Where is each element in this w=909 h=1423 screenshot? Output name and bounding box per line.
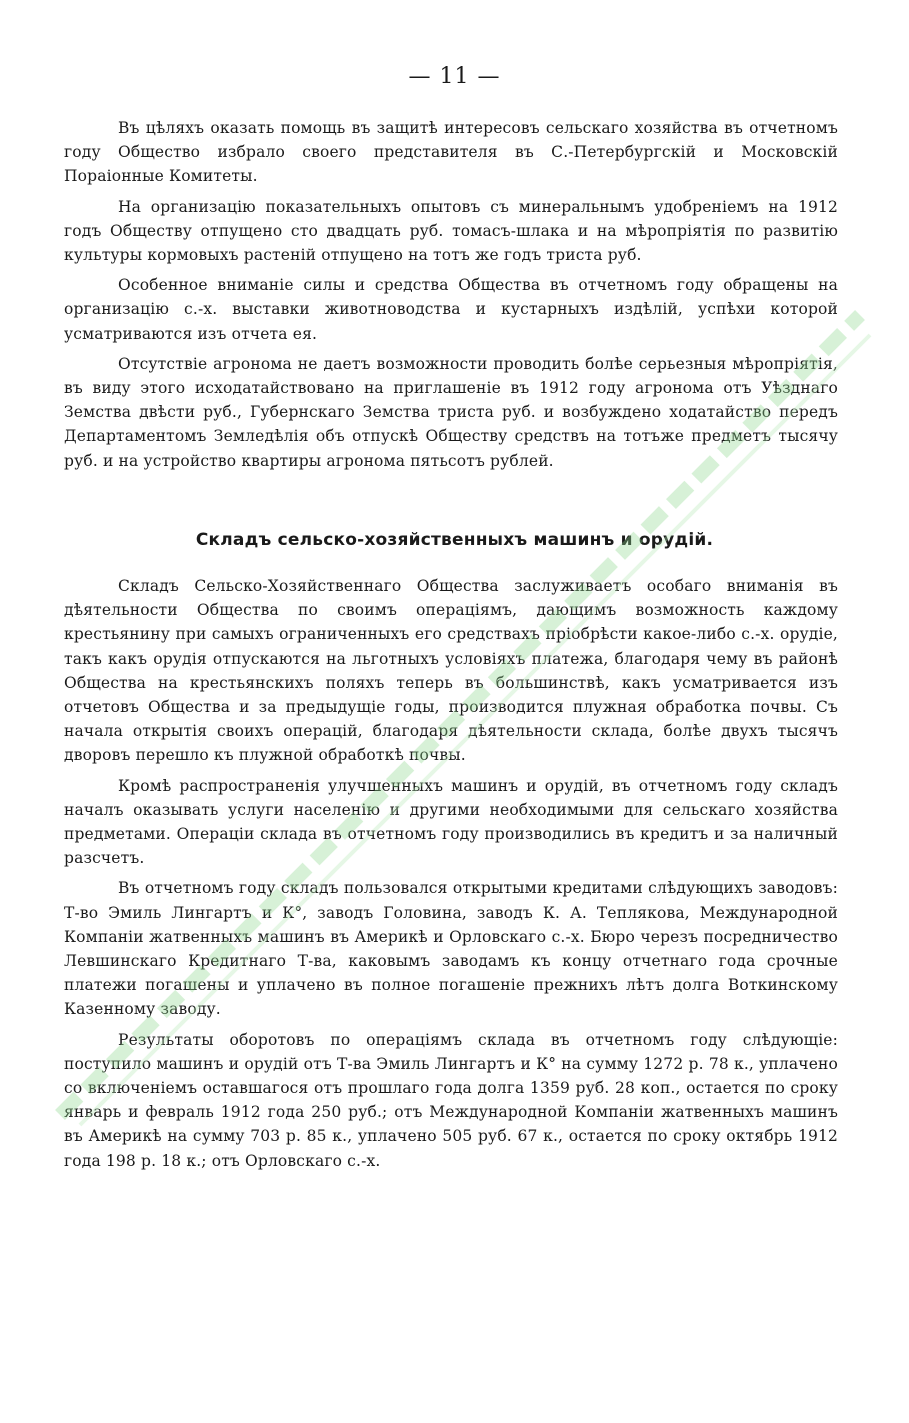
paragraph: Въ отчетномъ году складъ пользовался открытыми кредитами слѣдующихъ заводовъ: Т-во Эмиль Лингартъ и К°, заводъ Головина, заводъ К. А. Теплякова, Международной Компаніи жатвенныхъ машинъ въ Америкѣ и Орловскаго с.-х. Бюро черезъ посредничество Левшинскаго Кредитнаго Т-ва, каковымъ заводамъ къ концу отчетнаго года срочные платежи погашены и уплачено въ полное погашеніе прежнихъ лѣтъ долга Воткинскому Казенному заводу. — [64, 879, 838, 1019]
paragraph: Результаты оборотовъ по операціямъ склада въ отчетномъ году слѣдующіе: поступило машинъ и орудій отъ Т-ва Эмиль Лингартъ и К° на сумму 1272 р. 78 к., уплачено со включеніемъ оставшагося отъ прошлаго года долга 1359 руб. 28 коп., остается по сроку январь и февраль 1912 года 250 руб.; отъ Международной Компаніи жатвенныхъ машинъ въ Америкѣ на сумму 703 р. 85 к., уплачено 505 руб. 67 к., остается по сроку октябрь 1912 года 198 р. 18 к.; отъ Орловскаго с.-х. — [64, 1030, 838, 1170]
page-number: — 11 — — [408, 64, 501, 89]
paragraph: Отсутствіе агронома не даетъ возможности проводить болѣе серьезныя мѣропріятія, въ виду этого исходатайствовано на приглашеніе въ 1912 году агронома отъ Уѣзднаго Земства двѣсти руб., Губернскаго Земства триста руб. и возбуждено ходатайство передъ Департаментомъ Земледѣлія объ отпускѣ Обществу средствъ на тотъже предметъ тысячу руб. и на устройство квартиры агронома пятьсотъ рублей. — [64, 354, 838, 470]
section-text-block — [64, 574, 838, 1173]
paragraph: Особенное вниманіе силы и средства Общества въ отчетномъ году обращены на организацію с.-х. выставки животноводства и кустарныхъ издѣлій, успѣхи которой усматриваются изъ отчета ея. — [64, 276, 838, 343]
paragraph: Складъ Сельско-Хозяйственнаго Общества заслуживаетъ особаго вниманія въ дѣятельности Общества по своимъ операціямъ, дающимъ возможность каждому крестьянину при самыхъ ограниченныхъ его средствахъ пріобрѣсти какое-либо с.-х. орудіе, такъ какъ орудія отпускаются на льготныхъ условіяхъ платежа, благодаря чему въ районѣ Общества на крестьянскихъ поляхъ теперь въ большинствѣ, какъ усматривается изъ отчетовъ Общества и за предыдущіе годы, производится плужная обработка почвы. Съ начала открытія своихъ операцій, благодаря дѣятельности склада, болѣе двухъ тысячъ дворовъ перешло къ плужной обработкѣ почвы. — [64, 577, 838, 765]
section-heading: Складъ сельско-хозяйственныхъ машинъ и орудій. — [195, 530, 714, 550]
paragraph: На организацію показательныхъ опытовъ съ минеральнымъ удобреніемъ на 1912 годъ Обществу отпущено сто двадцать руб. томасъ-шлака и на мѣропріятія по развитію культуры кормовыхъ растеній отпущено на тотъ же годъ триста руб. — [64, 197, 838, 265]
paragraph: Въ цѣляхъ оказать помощь въ защитѣ интересовъ сельскаго хозяйства въ отчетномъ году Общество избрало своего представителя въ С.-Петербургскій и Московскій Пораіонные Комитеты. — [64, 119, 838, 186]
intro-text-block — [64, 116, 838, 473]
paragraph: Кромѣ распространенія улучшенныхъ машинъ и орудій, въ отчетномъ году складъ началъ оказывать услуги населенію и другими необходимыми для сельскаго хозяйства предметами. Операціи склада въ отчетномъ году производились въ кредитъ и за наличный разсчетъ. — [64, 776, 838, 868]
